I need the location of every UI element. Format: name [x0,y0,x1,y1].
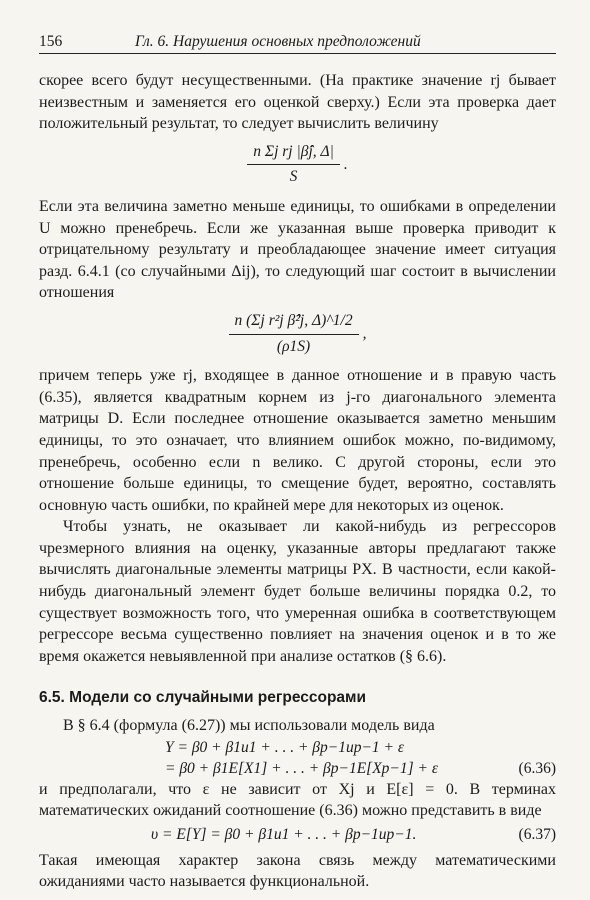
equation-6-36-line-1 [39,737,556,758]
formula-2-numerator: n (Σj r²j β̂²j, Δ)^1/2 [229,310,359,335]
equation-6-37 [39,824,556,846]
formula-2-tail: , [362,324,367,342]
formula-1-fraction [247,141,340,188]
running-header [39,33,556,54]
equation-6-36-line-1-text: Y = β0 + β1u1 + . . . + βp−1up−1 + ε [165,738,404,756]
paragraph-1: скорее всего будут несущественными. (На практике значение rj бывает неизвестным и заменяется его оценкой сверху.) Если эта проверка дает положительный результат, то следует вычислить величину [39,72,556,133]
formula-2 [39,310,556,357]
formula-2-fraction [229,310,359,357]
equation-6-37-text: υ = E[Y] = β0 + β1u1 + . . . + βp−1up−1. [151,825,417,843]
formula-1-denominator: S [289,168,298,186]
section-heading: 6.5. Модели со случайными регрессорами [39,689,367,707]
paragraph-2: Если эта величина заметно меньше единицы, то ошибками в определении U можно пренебречь. Если же указанная выше проверка приводит к отрицательному результату и преобладающее значение имеет ситуация разд. 6.4.1 (со случайными Δij), то следующий шаг состоит в вычислении отношения [39,197,556,302]
running-title: Гл. 6. Нарушения основных предположений [135,33,421,50]
equation-6-36 [39,737,556,779]
formula-1-tail: . [343,155,348,173]
equation-6-36-line-2-text: = β0 + β1E[X1] + . . . + βp−1E[Xp−1] + ε [165,759,438,777]
equation-6-36-number: (6.36) [518,759,556,777]
page-body [39,70,556,893]
page-number: 156 [39,33,63,50]
equation-6-36-line-2 [39,758,556,779]
formula-2-denominator: (ρ1S) [276,337,311,355]
paragraph-7: Такая имеющая характер закона связь между математическими ожиданиями часто называется функциональной. [39,851,556,891]
formula-1 [39,141,556,188]
equation-6-37-number: (6.37) [518,825,556,843]
paragraph-4: Чтобы узнать, не оказывает ли какой-нибудь из регрессоров чрезмерного влияния на оценку, указанные авторы предлагают также вычислять диагональные элементы матрицы PX. В частности, если какой-нибудь диагональный элемент будет больше величины порядка 0.2, то существует возможность того, что умеренная ошибка в соответствующем регрессоре весьма существенно повлияет на значения оценок и в то же время окажется невыявленной при анализе остатков (§ 6.6). [39,518,556,665]
formula-1-numerator: n Σj rj |β̂j, Δ| [247,141,340,166]
paragraph-6: и предполагали, что ε не зависит от Xj и E[ε] = 0. В терминах математических ожиданий соотношение (6.36) можно представить в виде [39,780,556,820]
paragraph-3: причем теперь уже rj, входящее в данное отношение и в правую часть (6.35), является квадратным корнем из j-го диагонального элемента матрицы D. Если последнее отношение оказывается заметно меньшим единицы, то это означает, что влиянием ошибок можно, по-видимому, пренебречь, особенно если n велико. С другой стороны, если это отношение больше единицы, то смещение будет, вероятно, составлять основную часть ошибки, по крайней мере для некоторых из оценок. [39,367,556,514]
paragraph-5: В § 6.4 (формула (6.27)) мы использовали модель вида [63,717,435,735]
